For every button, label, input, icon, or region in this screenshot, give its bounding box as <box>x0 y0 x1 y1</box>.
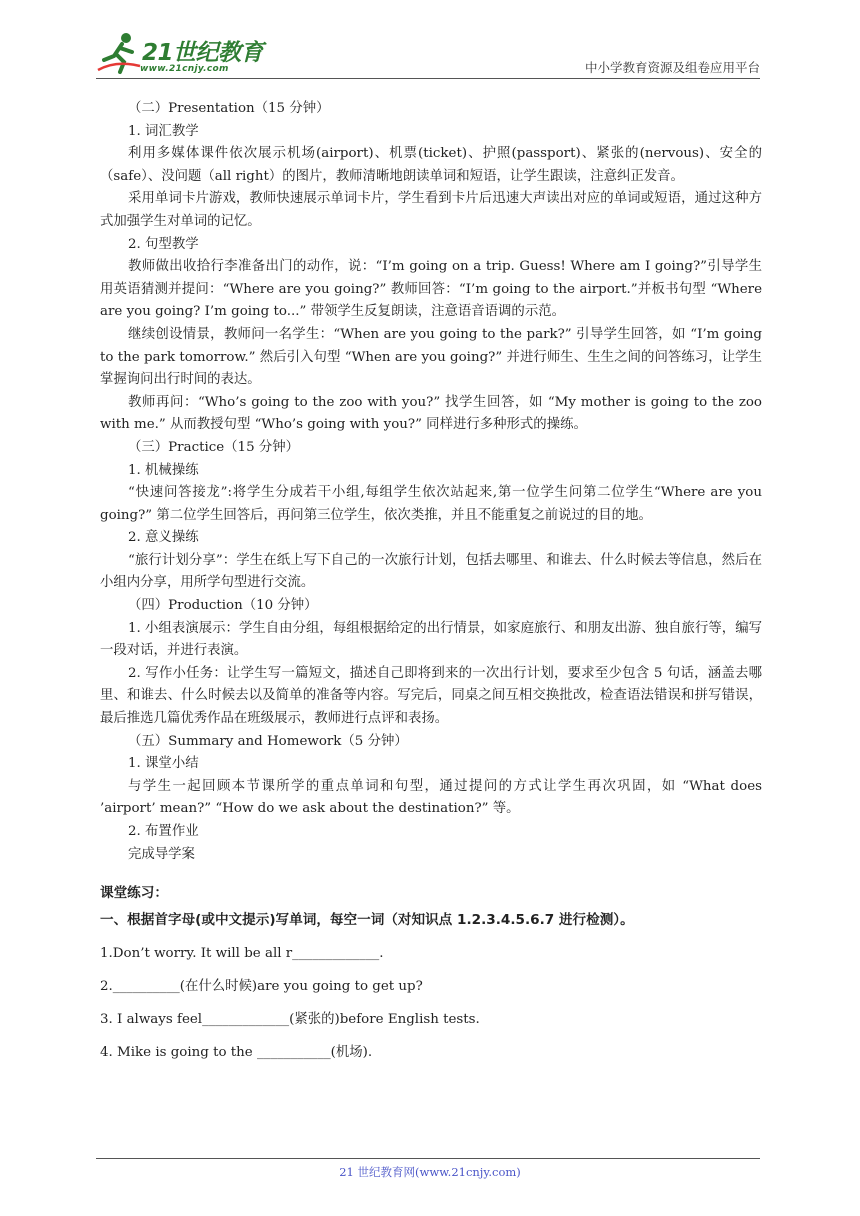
paragraph: 完成导学案 <box>128 846 195 862</box>
paragraph: 继续创设情景，教师问一名学生：“When are you going to the park?” 引导学生回答，如 “I’m going to the park tomorrow.” 然后引入句型 “When are you going?” 并进行师生、生生之间的问答练习，让学生掌握询问出行时间的表达。 <box>100 326 762 388</box>
paragraph: 1. 词汇教学 <box>128 123 199 139</box>
exercise-item: 3. I always feel_____________(紧张的)before English tests. <box>100 1012 480 1028</box>
paragraph: “旅行计划分享”：学生在纸上写下自己的一次旅行计划，包括去哪里、和谁去、什么时候去等信息，然后在小组内分享，用所学句型进行交流。 <box>100 552 762 591</box>
paragraph: 与学生一起回顾本节课所学的重点单词和句型，通过提问的方式让学生再次巩固，如 “What does ’airport’ mean?” “How do we ask about the destination?” 等。 <box>100 778 762 817</box>
logo-text: 21世纪教育 <box>142 40 264 66</box>
paragraph: （四）Production（10 分钟） <box>128 598 318 614</box>
paragraph: 1. 机械操练 <box>128 462 199 478</box>
header-divider <box>96 78 760 79</box>
exercise-item: 1.Don’t worry. It will be all r_____________. <box>100 946 384 962</box>
paragraph: 1. 课堂小结 <box>128 756 199 772</box>
paragraph: （五）Summary and Homework（5 分钟） <box>128 733 408 749</box>
paragraph: 1. 小组表演展示：学生自由分组，每组根据给定的出行情景，如家庭旅行、和朋友出游、独自旅行等，编写一段对话，并进行表演。 <box>100 620 762 659</box>
runner-logo-icon <box>96 30 142 76</box>
exercise-items <box>100 943 762 1064</box>
exercise-item: 4. Mike is going to the ___________(机场). <box>100 1045 373 1061</box>
paragraph: 2. 写作小任务：让学生写一篇短文，描述自己即将到来的一次出行计划，要求至少包含 5 句话，涵盖去哪里、和谁去、什么时候去以及简单的准备等内容。写完后，同桌之间互相交换批改，检查语法错误和拼写错误，最后推选几篇优秀作品在班级展示，教师进行点评和表扬。 <box>100 665 762 727</box>
exercise-item: 2.__________(在什么时候)are you going to get up? <box>100 979 423 995</box>
lesson-paragraphs <box>100 98 762 866</box>
spacer <box>100 866 762 882</box>
paragraph: （二）Presentation（15 分钟） <box>128 101 330 116</box>
paragraph: 教师再问：“Who’s going to the zoo with you?” 找学生回答，如 “My mother is going to the zoo with me.” 从而教授句型 “Who’s going with you?” 同样进行多种形式的操练。 <box>100 394 762 433</box>
footer-divider <box>96 1158 760 1159</box>
exercise-heading: 课堂练习： <box>100 885 168 902</box>
page-footer: 21 世纪教育网(www.21cnjy.com) <box>339 1165 521 1179</box>
paragraph: 2. 句型教学 <box>128 236 199 252</box>
logo <box>96 30 266 80</box>
exercise-section-title: 一、根据首字母(或中文提示)写单词，每空一词（对知识点 1.2.3.4.5.6.7 进行检测）。 <box>100 911 634 928</box>
paragraph: 2. 意义操练 <box>128 530 199 546</box>
paragraph: “快速问答接龙”:将学生分成若干小组,每组学生依次站起来,第一位学生问第二位学生“Where are you going?” 第二位学生回答后，再问第三位学生，依次类推，并且不能重复之前说过的目的地。 <box>100 485 762 523</box>
logo-url: www.21cnjy.com <box>140 64 229 74</box>
paragraph: 采用单词卡片游戏，教师快速展示单词卡片，学生看到卡片后迅速大声读出对应的单词或短语，通过这种方式加强学生对单词的记忆。 <box>100 191 762 229</box>
paragraph: 教师做出收拾行李准备出门的动作，说：“I’m going on a trip. Guess! Where am I going?”引导学生用英语猜测并提问：“Where are you going?” 教师回答：“I’m going to the airport.”并板书句型 “Where are you going? I’m going to...” 带领学生反复朗读，注意语音语调的示范。 <box>100 259 762 320</box>
paragraph: （三）Practice（15 分钟） <box>128 439 300 455</box>
page-header <box>0 0 860 82</box>
platform-title: 中小学教育资源及组卷应用平台 <box>584 60 760 75</box>
paragraph: 2. 布置作业 <box>128 824 199 839</box>
paragraph: 利用多媒体课件依次展示机场(airport)、机票(ticket)、护照(passport)、紧张的(nervous)、安全的（safe）、没问题（all right）的图片，教师清晰地朗读单词和短语，让学生跟读，注意纠正发音。 <box>100 146 762 184</box>
document-body <box>100 98 762 1064</box>
